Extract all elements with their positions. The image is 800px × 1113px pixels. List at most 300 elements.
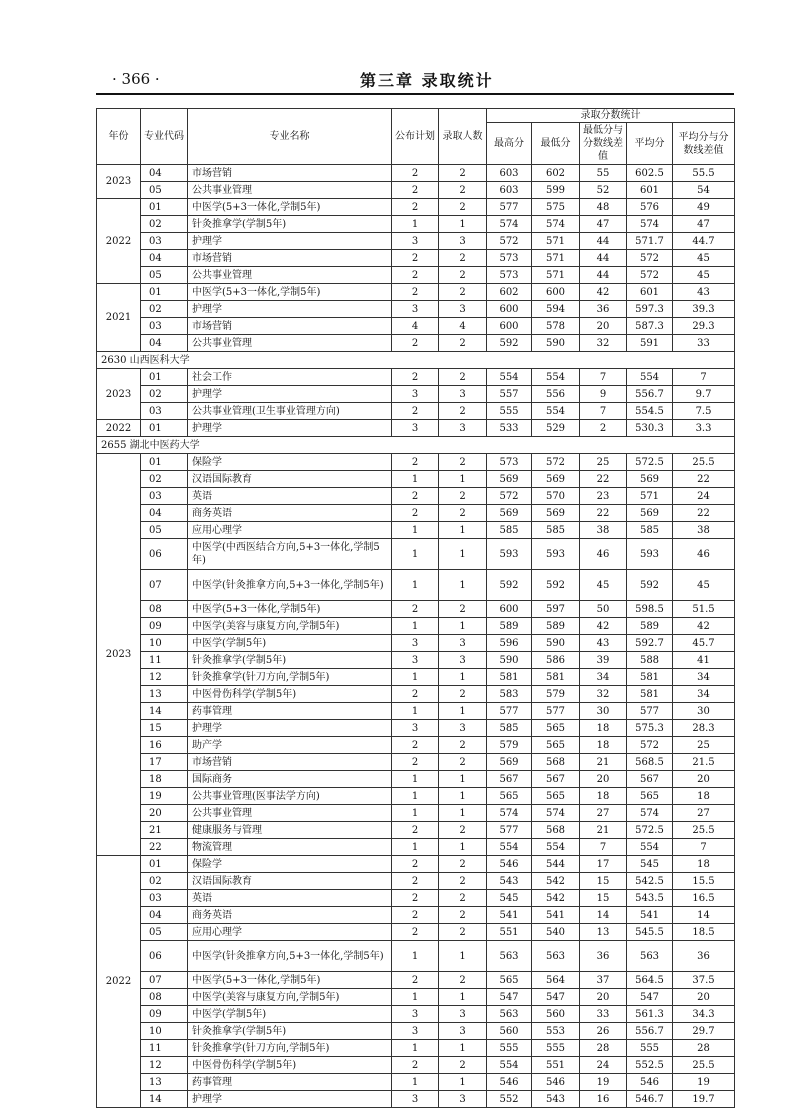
avg-diff: 34 [673,669,735,686]
table-row [97,420,735,437]
min-score: 578 [532,318,580,335]
plan-count: 2 [392,182,439,199]
avg-score: 569 [627,471,673,488]
avg-diff: 7 [673,369,735,386]
table-row [97,703,735,720]
table-row [97,318,735,335]
major-name: 中医学(美容与康复方向,学制5年) [188,618,392,635]
avg-score: 543.5 [627,890,673,907]
min-score: 586 [532,652,580,669]
min-diff: 21 [580,822,627,839]
major-name: 社会工作 [188,369,392,386]
avg-diff: 44.7 [673,233,735,250]
admitted-count: 1 [439,805,487,822]
avg-score: 561.3 [627,1006,673,1023]
table-row [97,788,735,805]
avg-diff: 14 [673,907,735,924]
table-row [97,669,735,686]
min-diff: 30 [580,703,627,720]
avg-score: 591 [627,335,673,352]
min-score: 568 [532,754,580,771]
min-diff: 2 [580,420,627,437]
major-name: 护理学 [188,720,392,737]
min-diff: 38 [580,522,627,539]
min-score: 602 [532,165,580,182]
table-row [97,284,735,301]
major-code: 04 [141,505,188,522]
major-code: 07 [141,972,188,989]
year-cell: 2023 [97,454,141,856]
school-name: 2655 湖北中医药大学 [97,437,735,454]
avg-diff: 9.7 [673,386,735,403]
min-diff: 16 [580,1091,627,1108]
admitted-count: 2 [439,754,487,771]
min-score: 579 [532,686,580,703]
max-score: 533 [487,420,532,437]
major-code: 05 [141,267,188,284]
avg-diff: 19.7 [673,1091,735,1108]
admitted-count: 2 [439,403,487,420]
admitted-count: 3 [439,652,487,669]
col-min: 最低分 [532,123,580,165]
major-code: 07 [141,570,188,601]
major-code: 06 [141,941,188,972]
max-score: 554 [487,369,532,386]
max-score: 555 [487,1040,532,1057]
min-diff: 50 [580,601,627,618]
min-score: 593 [532,539,580,570]
min-diff: 18 [580,720,627,737]
avg-diff: 55.5 [673,165,735,182]
avg-diff: 28 [673,1040,735,1057]
major-code: 02 [141,216,188,233]
avg-diff: 15.5 [673,873,735,890]
table-row [97,488,735,505]
admitted-count: 3 [439,233,487,250]
min-diff: 44 [580,250,627,267]
admitted-count: 2 [439,454,487,471]
major-code: 13 [141,686,188,703]
major-code: 04 [141,250,188,267]
table-row [97,822,735,839]
table-row [97,686,735,703]
avg-diff: 18 [673,788,735,805]
avg-score: 563 [627,941,673,972]
min-diff: 22 [580,505,627,522]
admitted-count: 2 [439,686,487,703]
max-score: 592 [487,335,532,352]
min-diff: 46 [580,539,627,570]
admitted-count: 2 [439,972,487,989]
avg-score: 542.5 [627,873,673,890]
table-row [97,754,735,771]
avg-score: 577 [627,703,673,720]
table-row [97,386,735,403]
admitted-count: 2 [439,822,487,839]
admitted-count: 1 [439,216,487,233]
admitted-count: 1 [439,1074,487,1091]
major-code: 17 [141,754,188,771]
avg-score: 575.3 [627,720,673,737]
avg-diff: 7.5 [673,403,735,420]
avg-diff: 41 [673,652,735,669]
avg-diff: 45 [673,267,735,284]
major-name: 汉语国际教育 [188,873,392,890]
max-score: 541 [487,907,532,924]
avg-score: 576 [627,199,673,216]
avg-score: 587.3 [627,318,673,335]
min-diff: 21 [580,754,627,771]
major-name: 市场营销 [188,250,392,267]
avg-score: 571.7 [627,233,673,250]
plan-count: 1 [392,539,439,570]
admitted-count: 2 [439,369,487,386]
plan-count: 1 [392,618,439,635]
major-code: 03 [141,403,188,420]
avg-diff: 28.3 [673,720,735,737]
year-cell: 2022 [97,199,141,284]
major-name: 市场营销 [188,165,392,182]
plan-count: 2 [392,488,439,505]
table-row [97,403,735,420]
plan-count: 2 [392,165,439,182]
max-score: 592 [487,570,532,601]
max-score: 554 [487,839,532,856]
avg-score: 592 [627,570,673,601]
plan-count: 3 [392,1006,439,1023]
plan-count: 2 [392,822,439,839]
year-cell: 2023 [97,369,141,420]
table-row [97,539,735,570]
table-row [97,601,735,618]
table-row [97,522,735,539]
major-code: 15 [141,720,188,737]
major-code: 02 [141,301,188,318]
major-code: 01 [141,420,188,437]
major-name: 公共事业管理 [188,182,392,199]
max-score: 603 [487,182,532,199]
major-name: 保险学 [188,856,392,873]
table-row [97,618,735,635]
col-avg: 平均分 [627,123,673,165]
min-score: 542 [532,890,580,907]
major-code: 02 [141,873,188,890]
major-code: 08 [141,989,188,1006]
plan-count: 3 [392,301,439,318]
plan-count: 2 [392,369,439,386]
major-name: 护理学 [188,233,392,250]
avg-diff: 45.7 [673,635,735,652]
major-name: 汉语国际教育 [188,471,392,488]
major-code: 09 [141,618,188,635]
table-row [97,873,735,890]
major-code: 10 [141,635,188,652]
admitted-count: 2 [439,890,487,907]
plan-count: 2 [392,754,439,771]
admitted-count: 1 [439,570,487,601]
max-score: 554 [487,1057,532,1074]
admitted-count: 4 [439,318,487,335]
max-score: 583 [487,686,532,703]
table-row [97,505,735,522]
admitted-count: 2 [439,267,487,284]
major-code: 05 [141,924,188,941]
major-code: 16 [141,737,188,754]
avg-diff: 46 [673,539,735,570]
admitted-count: 2 [439,737,487,754]
min-score: 570 [532,488,580,505]
table-row [97,720,735,737]
min-score: 567 [532,771,580,788]
max-score: 585 [487,720,532,737]
max-score: 589 [487,618,532,635]
major-name: 中医学(针灸推拿方向,5+3一体化,学制5年) [188,570,392,601]
min-score: 543 [532,1091,580,1108]
admitted-count: 1 [439,618,487,635]
max-score: 545 [487,890,532,907]
table-row [97,165,735,182]
table-row [97,856,735,873]
plan-count: 3 [392,635,439,652]
plan-count: 2 [392,907,439,924]
avg-score: 597.3 [627,301,673,318]
min-score: 553 [532,1023,580,1040]
avg-score: 554.5 [627,403,673,420]
max-score: 600 [487,301,532,318]
major-code: 08 [141,601,188,618]
plan-count: 1 [392,788,439,805]
table-body [97,165,735,1108]
admitted-count: 3 [439,1006,487,1023]
major-name: 针灸推拿学(学制5年) [188,216,392,233]
admitted-count: 1 [439,989,487,1006]
table-row [97,1040,735,1057]
table-row [97,771,735,788]
min-diff: 43 [580,635,627,652]
min-diff: 48 [580,199,627,216]
admitted-count: 2 [439,601,487,618]
avg-score: 572.5 [627,454,673,471]
max-score: 555 [487,403,532,420]
plan-count: 2 [392,250,439,267]
plan-count: 3 [392,420,439,437]
year-cell: 2023 [97,165,141,199]
max-score: 593 [487,539,532,570]
col-code: 专业代码 [141,109,188,165]
table-row [97,924,735,941]
major-code: 11 [141,1040,188,1057]
major-code: 04 [141,907,188,924]
avg-score: 554 [627,839,673,856]
year-cell: 2022 [97,856,141,1108]
admitted-count: 2 [439,924,487,941]
major-name: 中医学(5+3一体化,学制5年) [188,601,392,618]
admitted-count: 1 [439,539,487,570]
major-name: 中医骨伤科学(学制5年) [188,1057,392,1074]
admitted-count: 2 [439,182,487,199]
min-diff: 32 [580,686,627,703]
major-code: 05 [141,522,188,539]
avg-diff: 45 [673,250,735,267]
min-diff: 20 [580,989,627,1006]
avg-score: 547 [627,989,673,1006]
min-score: 594 [532,301,580,318]
plan-count: 2 [392,890,439,907]
major-name: 健康服务与管理 [188,822,392,839]
min-score: 554 [532,839,580,856]
min-score: 540 [532,924,580,941]
avg-diff: 39.3 [673,301,735,318]
plan-count: 1 [392,570,439,601]
major-name: 国际商务 [188,771,392,788]
major-name: 护理学 [188,1091,392,1108]
avg-diff: 34.3 [673,1006,735,1023]
plan-count: 1 [392,703,439,720]
major-name: 针灸推拿学(学制5年) [188,652,392,669]
plan-count: 3 [392,386,439,403]
admitted-count: 1 [439,703,487,720]
avg-diff: 45 [673,570,735,601]
min-score: 544 [532,856,580,873]
major-name: 公共事业管理 [188,335,392,352]
admitted-count: 1 [439,788,487,805]
avg-diff: 22 [673,471,735,488]
min-score: 585 [532,522,580,539]
chapter-title: 第三章 录取统计 [360,71,494,90]
max-score: 569 [487,754,532,771]
min-score: 541 [532,907,580,924]
plan-count: 1 [392,839,439,856]
min-diff: 9 [580,386,627,403]
avg-diff: 25.5 [673,454,735,471]
min-diff: 34 [580,669,627,686]
max-score: 577 [487,822,532,839]
min-diff: 26 [580,1023,627,1040]
min-score: 565 [532,788,580,805]
max-score: 602 [487,284,532,301]
min-diff: 7 [580,369,627,386]
max-score: 543 [487,873,532,890]
min-score: 571 [532,250,580,267]
min-score: 600 [532,284,580,301]
max-score: 567 [487,771,532,788]
plan-count: 2 [392,403,439,420]
major-name: 市场营销 [188,754,392,771]
min-diff: 28 [580,1040,627,1057]
admitted-count: 3 [439,301,487,318]
max-score: 572 [487,233,532,250]
major-code: 01 [141,369,188,386]
min-diff: 23 [580,488,627,505]
max-score: 581 [487,669,532,686]
avg-score: 602.5 [627,165,673,182]
table-row [97,454,735,471]
avg-diff: 33 [673,335,735,352]
major-name: 保险学 [188,454,392,471]
avg-score: 565 [627,788,673,805]
major-code: 01 [141,856,188,873]
min-diff: 20 [580,318,627,335]
min-diff: 7 [580,403,627,420]
avg-diff: 22 [673,505,735,522]
major-name: 中医学(中西医结合方向,5+3一体化,学制5年) [188,539,392,570]
min-score: 554 [532,369,580,386]
min-score: 581 [532,669,580,686]
plan-count: 1 [392,989,439,1006]
max-score: 585 [487,522,532,539]
col-max: 最高分 [487,123,532,165]
table-row [97,335,735,352]
plan-count: 3 [392,1023,439,1040]
school-name: 2630 山西医科大学 [97,352,735,369]
table-row [97,471,735,488]
major-name: 中医学(5+3一体化,学制5年) [188,199,392,216]
major-code: 03 [141,233,188,250]
major-name: 护理学 [188,301,392,318]
admitted-count: 2 [439,856,487,873]
avg-score: 567 [627,771,673,788]
major-code: 03 [141,318,188,335]
min-score: 571 [532,233,580,250]
avg-diff: 47 [673,216,735,233]
min-score: 569 [532,505,580,522]
major-name: 应用心理学 [188,522,392,539]
max-score: 590 [487,652,532,669]
avg-score: 589 [627,618,673,635]
min-score: 592 [532,570,580,601]
min-diff: 42 [580,618,627,635]
plan-count: 3 [392,720,439,737]
min-score: 597 [532,601,580,618]
major-name: 英语 [188,890,392,907]
major-name: 公共事业管理 [188,267,392,284]
major-code: 14 [141,703,188,720]
major-code: 20 [141,805,188,822]
plan-count: 2 [392,856,439,873]
major-code: 10 [141,1023,188,1040]
major-name: 护理学 [188,386,392,403]
min-score: 529 [532,420,580,437]
avg-diff: 25.5 [673,1057,735,1074]
plan-count: 2 [392,924,439,941]
header-rule [96,93,734,95]
min-diff: 17 [580,856,627,873]
admitted-count: 1 [439,1040,487,1057]
min-score: 574 [532,216,580,233]
min-diff: 24 [580,1057,627,1074]
admission-table [96,108,735,1108]
major-name: 商务英语 [188,907,392,924]
avg-score: 545.5 [627,924,673,941]
col-stats-group: 录取分数统计 [487,109,735,123]
avg-score: 574 [627,805,673,822]
major-name: 市场营销 [188,318,392,335]
admitted-count: 2 [439,199,487,216]
min-diff: 13 [580,924,627,941]
major-code: 09 [141,1006,188,1023]
major-code: 04 [141,335,188,352]
avg-score: 571 [627,488,673,505]
major-name: 针灸推拿学(针刀方向,学制5年) [188,1040,392,1057]
major-name: 应用心理学 [188,924,392,941]
min-score: 564 [532,972,580,989]
major-name: 公共事业管理(卫生事业管理方向) [188,403,392,420]
year-cell: 2022 [97,420,141,437]
min-diff: 36 [580,941,627,972]
major-code: 01 [141,284,188,301]
avg-score: 601 [627,182,673,199]
avg-score: 569 [627,505,673,522]
